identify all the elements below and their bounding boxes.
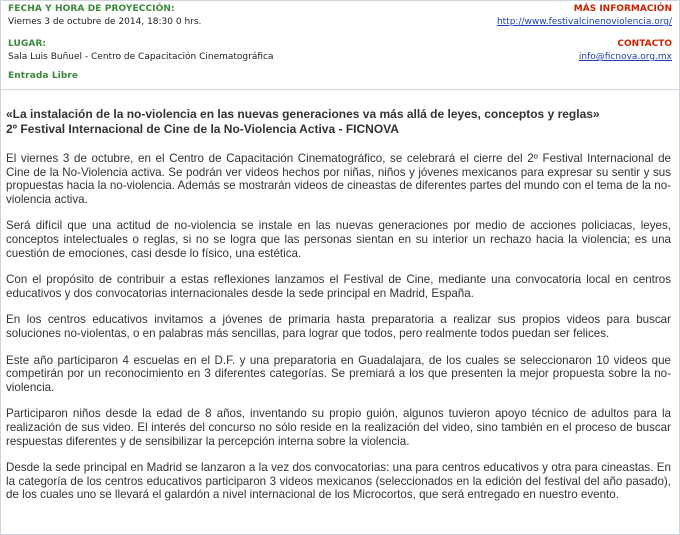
article-body bbox=[6, 152, 671, 515]
paragraph: Con el propósito de contribuir a estas reflexiones lanzamos el Festival de Cine, mediante una convocatoria local en centros educativos y dos convocatorias internacionales desde la sede principal en Madrid, España. bbox=[6, 273, 671, 300]
paragraph: Desde la sede principal en Madrid se lanzaron a la vez dos convocatorias: una para centros educativos y otra para cineastas. En la categoría de los centros educativos participaron 3 videos mexicanos (seleccionados en la edición del festival del año pasado), de los cuales uno se llevará el galardón a nivel internacional de los Microcortos, que será entregado en nuestro evento. bbox=[6, 461, 671, 502]
date-label: FECHA Y HORA DE PROYECCIÓN: bbox=[8, 4, 175, 14]
paragraph: En los centros educativos invitamos a jóvenes de primaria hasta preparatoria a realizar sus propios videos para buscar soluciones no-violentas, o en palabras más sencillas, para lograr que todos, pero realmente todos puedan ser felices. bbox=[6, 313, 671, 340]
paragraph: Será difícil que una actitud de no-violencia se instale en las nuevas generaciones por medio de acciones policiacas, leyes, conceptos intelectuales o reglas, si no se logra que las personas sientan en su interior un rechazo hacia la violencia; es una cuestión de emociones, casi desde lo físico, una estética. bbox=[6, 219, 671, 260]
article-headline bbox=[6, 107, 674, 137]
headline-quote: «La instalación de la no-violencia en las nuevas generaciones va más allá de leyes, conceptos y reglas» bbox=[6, 107, 600, 121]
paragraph: El viernes 3 de octubre, en el Centro de Capacitación Cinematográfico, se celebrará el cierre del 2º Festival Internacional de Cine de la No-Violencia activa. Se podrán ver videos hechos por niñas, niños y jóvenes mexicanos para expresar su sentir y sus propuestas hacia la no-violencia. Además se mostrarán videos de cineastas de diferentes partes del mundo con el tema de la no-violencia activa. bbox=[6, 152, 671, 206]
divider bbox=[0, 89, 680, 90]
paragraph: Participaron niños desde la edad de 8 años, inventando su propio guión, algunos tuvieron apoyo técnico de adultos para la realización de sus video. El interés del concurso no sólo reside en la realización del video, sino también en el proceso de buscar respuestas diferentes y de sensibilizar la percepción interna sobre la violencia. bbox=[6, 407, 671, 448]
contact-label: CONTACTO bbox=[617, 39, 672, 49]
headline-festival: 2º Festival Internacional de Cine de la No-Violencia Activa - FICNOVA bbox=[6, 122, 399, 136]
more-info-label: MÁS INFORMACIÓN bbox=[573, 4, 672, 14]
date-value: Viernes 3 de octubre de 2014, 18:30 0 hrs. bbox=[8, 17, 202, 27]
paragraph: Este año participaron 4 escuelas en el D.F. y una preparatoria en Guadalajara, de los cuales se seleccionaron 10 videos que competirán por un reconocimiento en 3 diferentes categorías. Se premiará a los que presenten la mejor propuesta sobre la no-violencia. bbox=[6, 353, 671, 394]
entry-label: Entrada Libre bbox=[8, 71, 79, 81]
place-value: Sala Luis Buñuel - Centro de Capacitación Cinematográfica bbox=[8, 52, 274, 62]
place-label: LUGAR: bbox=[8, 39, 47, 49]
more-info-link[interactable]: http://www.festivalcinenoviolencia.org/ bbox=[496, 17, 672, 27]
contact-email-link[interactable]: info@ficnova.org.mx bbox=[578, 52, 672, 62]
event-info-panel bbox=[0, 0, 680, 84]
